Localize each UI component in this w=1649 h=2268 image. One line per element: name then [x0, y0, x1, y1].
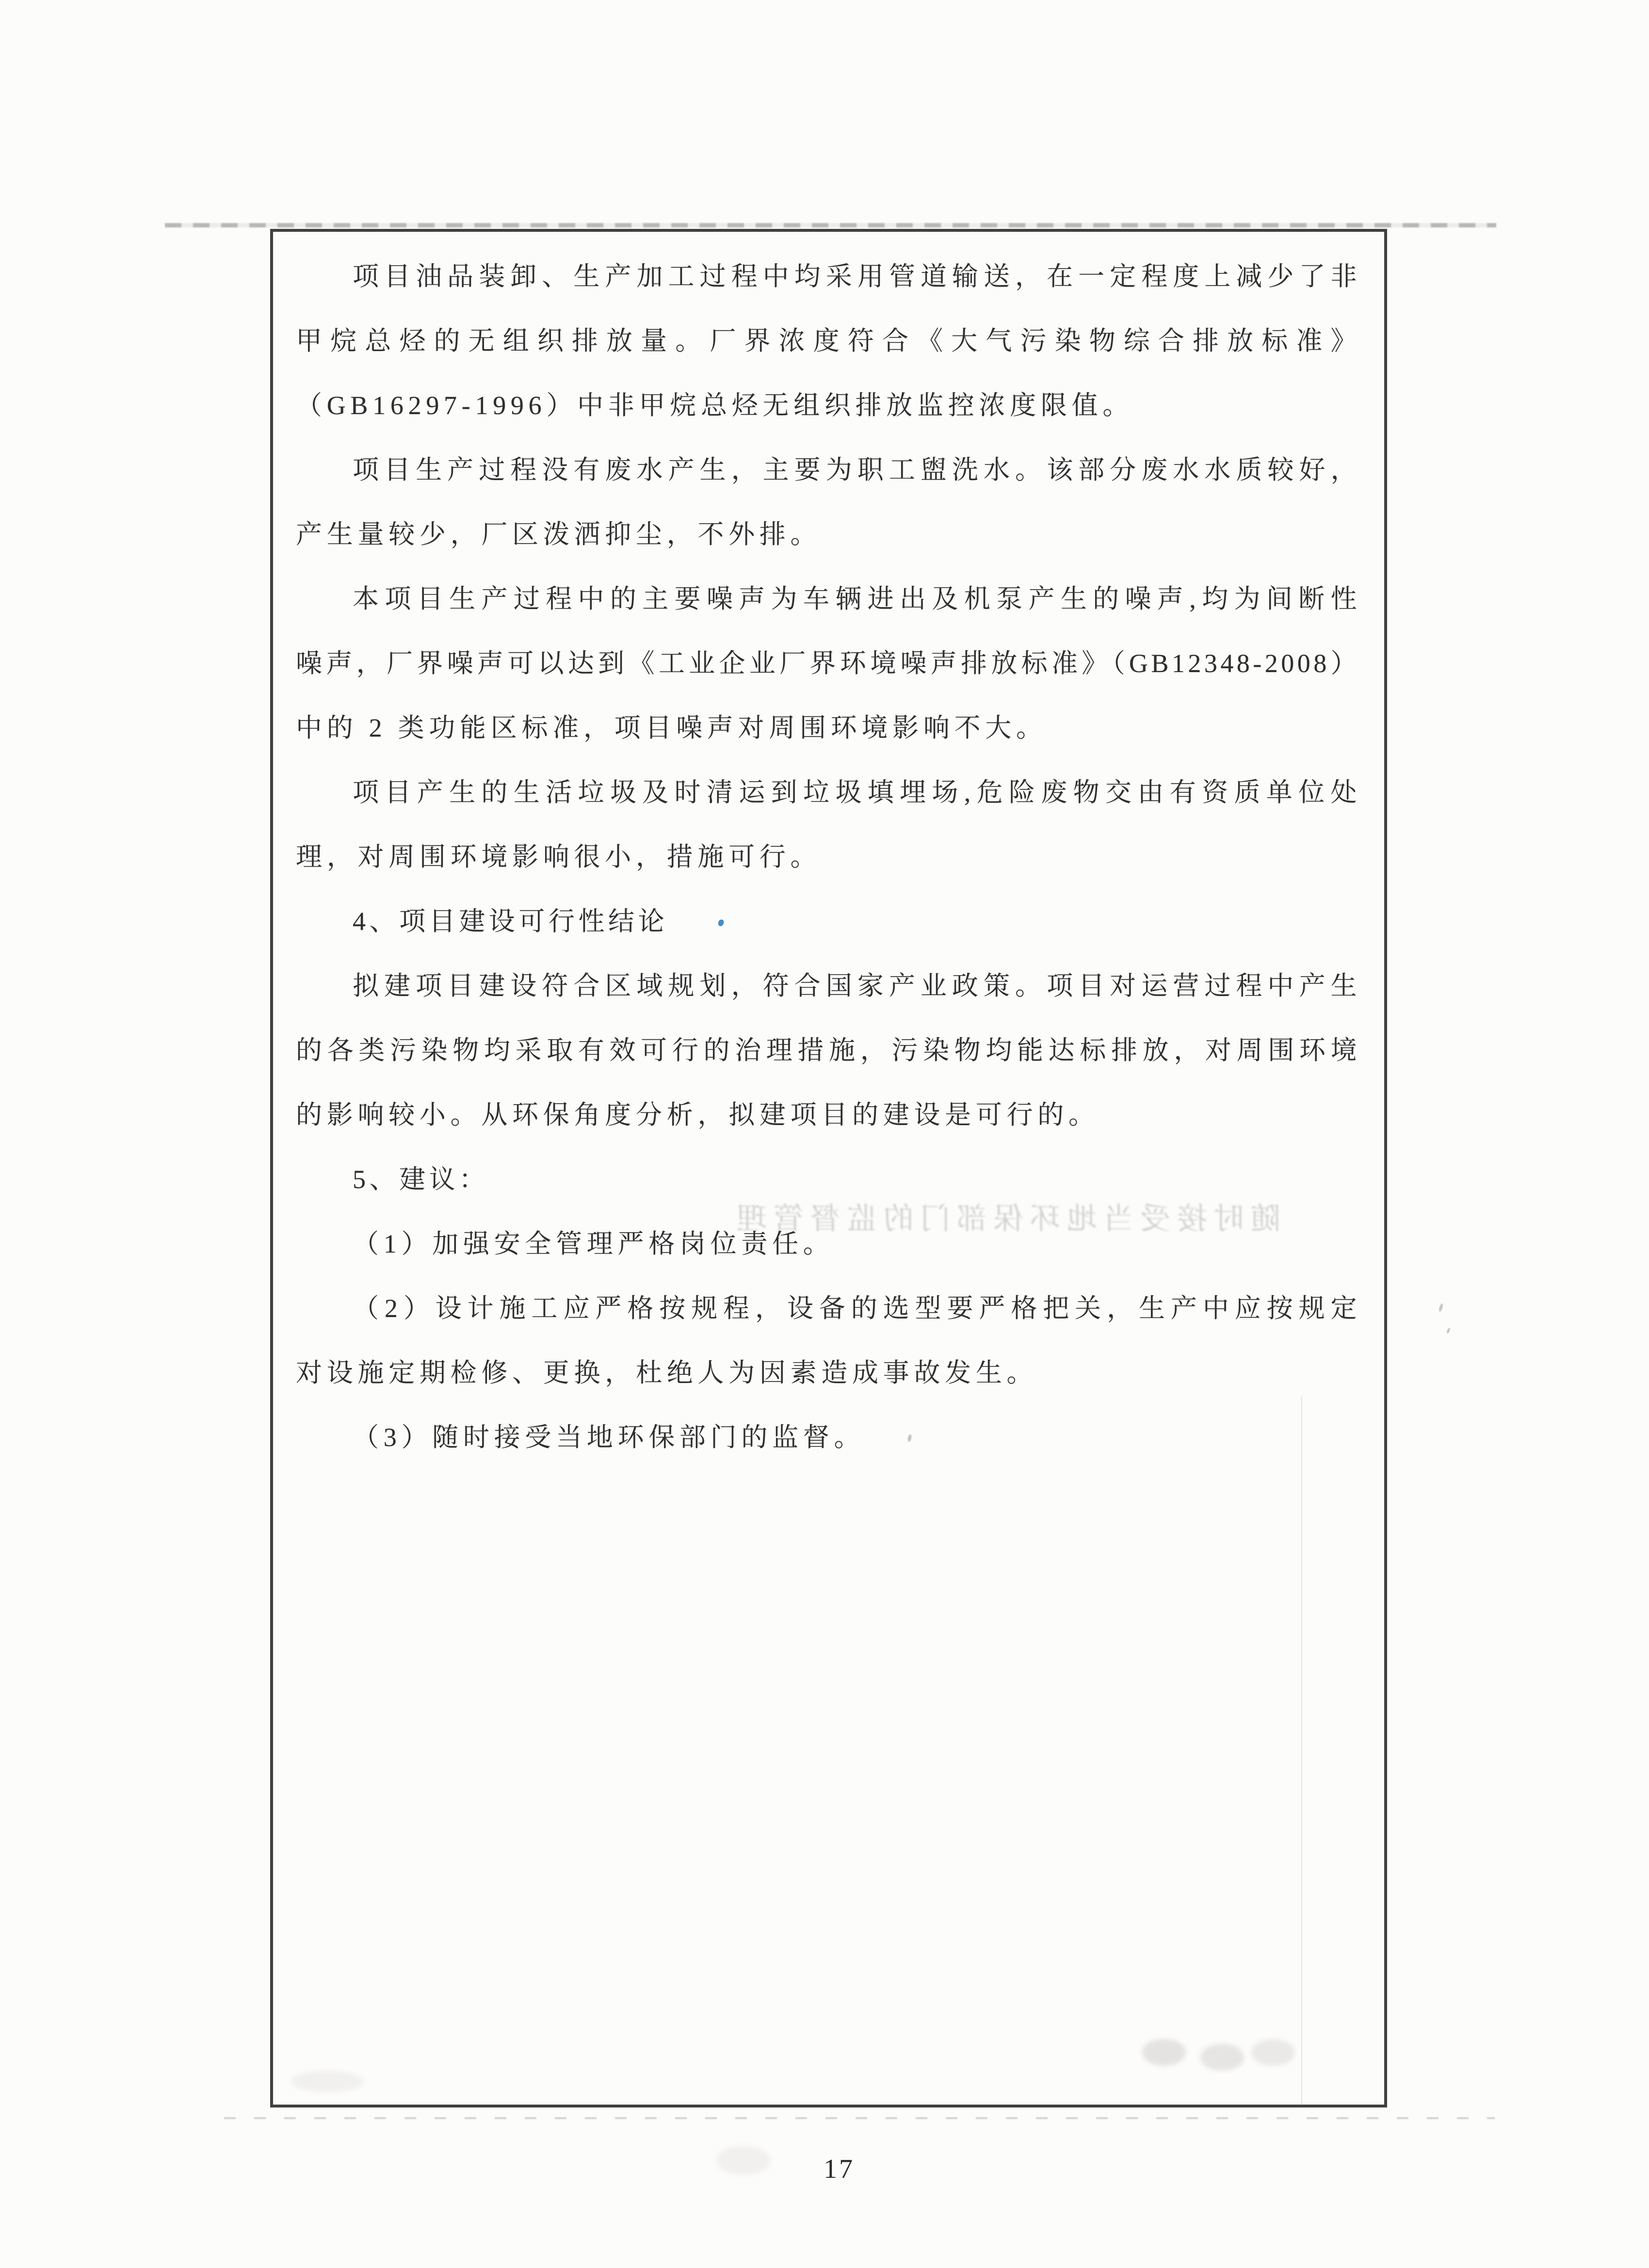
text-line: 理，对周围环境影响很小，措施可行。 [296, 842, 822, 871]
ink-speck [1446, 1328, 1451, 1334]
suggestion-item-3: （3）随时接受当地环保部门的监督。 [353, 1423, 865, 1452]
report-text-box [270, 229, 1387, 2107]
text-line: （GB16297-1996）中非甲烷总烃无组织排放监控浓度限值。 [296, 391, 1134, 420]
suggestion-item-1: （1）加强安全管理严格岗位责任。 [353, 1229, 834, 1258]
suggestion-item-2: （2）设计施工应严格按规程，设备的选型要严格把关，生产中应按规定 [353, 1294, 1360, 1323]
text-line: 的影响较小。从环保角度分析，拟建项目的建设是可行的。 [296, 1100, 1099, 1129]
section-heading-5: 5、建议： [353, 1165, 489, 1194]
report-text-content [273, 232, 1384, 1470]
fold-crease-line [1301, 1397, 1302, 2106]
text-line: 产生量较少，厂区泼洒抑尘，不外排。 [296, 520, 822, 549]
text-line: 的各类污染物均采取有效可行的治理措施，污染物均能达标排放，对周围环境 [296, 1036, 1360, 1065]
text-line: 项目生产过程没有废水产生，主要为职工盥洗水。该部分废水水质较好， [353, 455, 1360, 484]
scanner-dotted-line-artifact [224, 2117, 1495, 2119]
text-line: 中的 2 类功能区标准，项目噪声对周围环境影响不大。 [296, 713, 1047, 742]
text-line: 甲烷总烃的无组织排放量。厂界浓度符合《大气污染物综合排放标准》 [296, 326, 1360, 355]
text-line: 项目产生的生活垃圾及时清运到垃圾填埋场,危险废物交由有资质单位处 [353, 778, 1360, 807]
text-line: 本项目生产过程中的主要噪声为车辆进出及机泵产生的噪声,均为间断性 [353, 584, 1360, 613]
scan-smudge [291, 2071, 364, 2092]
text-line: 项目油品装卸、生产加工过程中均采用管道输送，在一定程度上减少了非 [353, 262, 1360, 291]
section-heading-4: 4、项目建设可行性结论 [353, 907, 668, 936]
text-line: 拟建项目建设符合区域规划，符合国家产业政策。项目对运营过程中产生 [353, 971, 1360, 1000]
page-number: 17 [824, 2154, 855, 2184]
ink-speck [1439, 1303, 1444, 1312]
text-line: 噪声，厂界噪声可以达到《工业企业厂界环境噪声排放标准》（GB12348-2008） [296, 649, 1360, 678]
scanner-streak-artifact [165, 223, 1496, 227]
scan-smudge [717, 2146, 770, 2175]
scan-smudge [1142, 2039, 1186, 2066]
bleed-through-text: 随时接受当地环保部门的监督管理 [730, 1203, 1280, 1236]
text-line: 对设施定期检修、更换，杜绝人为因素造成事故发生。 [296, 1358, 1038, 1387]
